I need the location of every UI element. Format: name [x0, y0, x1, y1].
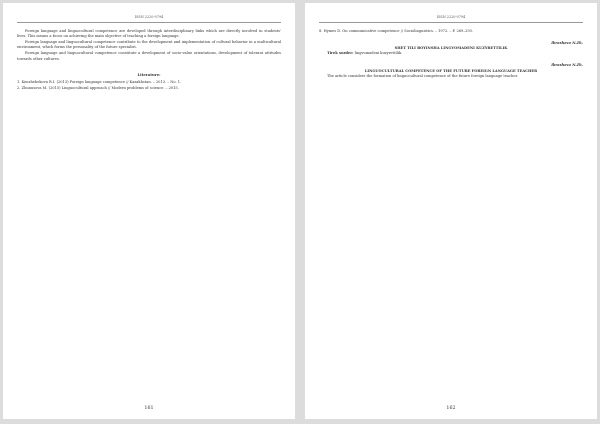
- right-page: [305, 3, 597, 419]
- references-heading: Literature:: [137, 71, 161, 77]
- article-title: LINGUOCULTURAL COMPETENCE OF THE FUTURE FOREIGN LANGUAGE TEACHER: [364, 68, 538, 73]
- paragraph: Foreign language and linguocultural competence are developed through interdisciplinary links which are directly involved in students' lives. This means a focus on achieving the main objective of teaching a foreign language.: [17, 28, 281, 39]
- running-header: ISSN 2220-9794: [319, 15, 583, 23]
- abstract: The article considers the formation of linguocultural competence of the future foreign language teacher.: [327, 73, 518, 78]
- keywords-label: Tirek sozder:: [327, 51, 354, 56]
- keywords: lingvomadeni kuzyrettilik.: [354, 51, 403, 56]
- author: Ibrasheva N.Zh.: [551, 63, 583, 68]
- article-title: SHET TILI BOYINSHA LINGVOMADENI KUZYRETTILIK: [394, 46, 508, 51]
- reference: 8. Hymes D. On communicative competence // Sociolinguistics. – 1972. – P. 269–293.: [319, 28, 474, 33]
- page-number: 161: [144, 406, 154, 412]
- paragraph: Foreign language and linguocultural competence contribute to the development and implementation of cultural behavior in a multicultural environment, which forms the personality of the future specialist.: [17, 40, 281, 50]
- left-page: [3, 3, 295, 419]
- reference: 1. Kenzhebekova R.I. (2013) Foreign language competence // Kazakhstan. – 2013. – No. 1.: [17, 80, 182, 85]
- running-header: ISSN 2220-9794: [17, 15, 281, 23]
- page-number: 162: [446, 406, 456, 412]
- paragraph: Foreign language and linguocultural competence constitute a development of socio-value orientations, development of tolerant attitudes towards other cultures.: [17, 51, 281, 61]
- reference: 2. Zhunusova M. (2015) Linguocultural approach // Modern problems of science. – 2015.: [17, 86, 179, 91]
- author: Ibrasheva N.Zh.: [551, 40, 583, 45]
